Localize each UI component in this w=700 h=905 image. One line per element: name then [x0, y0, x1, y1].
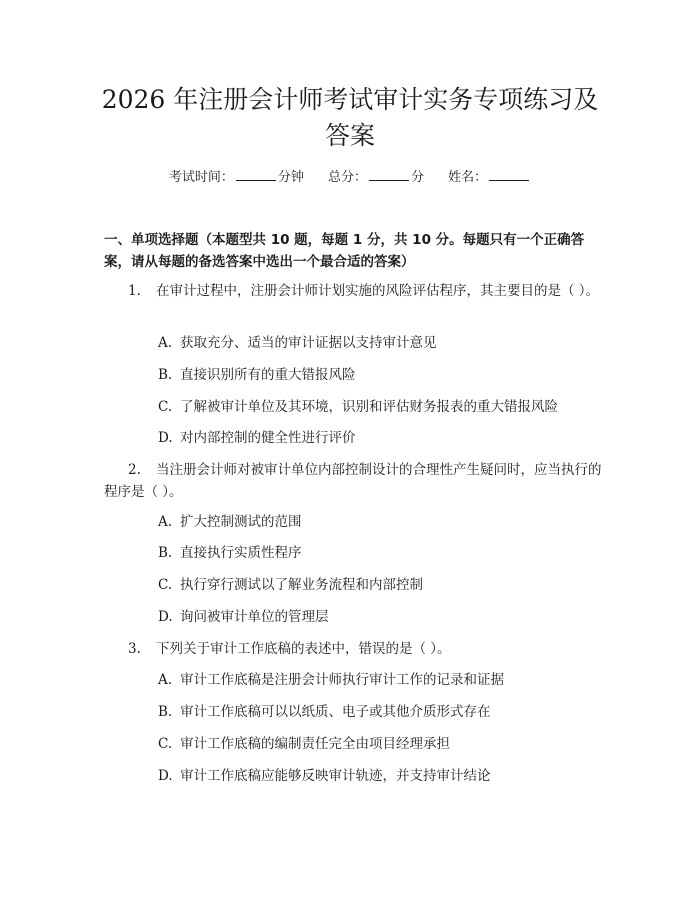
question-text: 当注册会计师对被审计单位内部控制设计的合理性产生疑问时，应当执行的程序是（ ）。 — [104, 462, 602, 500]
option-letter: A. — [158, 335, 173, 351]
option-text: 了解被审计单位及其环境，识别和评估财务报表的重大错报风险 — [180, 399, 558, 415]
total-score-unit: 分 — [411, 170, 425, 185]
option-2a — [158, 512, 608, 532]
document-title — [60, 82, 640, 154]
total-score-label: 总分： — [327, 170, 367, 185]
question-text: 下列关于审计工作底稿的表述中，错误的是（ ）。 — [156, 641, 451, 657]
student-name-blank — [489, 168, 529, 181]
option-2b — [158, 543, 608, 563]
question-number: 1. — [128, 283, 141, 299]
option-text: 审计工作底稿可以以纸质、电子或其他介质形式存在 — [180, 704, 491, 720]
total-score-blank — [369, 168, 409, 181]
question-number: 3. — [128, 641, 141, 657]
question-number: 2. — [128, 462, 141, 478]
option-3c — [158, 734, 608, 754]
option-letter: A. — [158, 514, 173, 530]
exam-time-label: 考试时间： — [168, 170, 234, 185]
exam-time-blank — [236, 168, 276, 181]
option-letter: C. — [158, 577, 173, 593]
option-letter: A. — [158, 672, 173, 688]
option-letter: C. — [158, 736, 173, 752]
option-text: 扩大控制测试的范围 — [180, 514, 302, 530]
student-name — [448, 168, 531, 188]
option-2d — [158, 607, 608, 627]
option-1a — [158, 333, 608, 353]
option-letter: D. — [158, 609, 173, 625]
title-line-2: 答案 — [324, 121, 375, 150]
option-text: 执行穿行测试以了解业务流程和内部控制 — [180, 577, 423, 593]
option-letter: B. — [158, 545, 173, 561]
option-1c — [158, 397, 608, 417]
option-letter: D. — [158, 768, 173, 784]
option-letter: B. — [158, 367, 173, 383]
option-letter: D. — [158, 430, 173, 446]
option-3d — [158, 766, 608, 786]
student-name-label: 姓名： — [448, 170, 488, 185]
option-text: 审计工作底稿的编制责任完全由项目经理承担 — [180, 736, 450, 752]
option-text: 对内部控制的健全性进行评价 — [180, 430, 356, 446]
exam-time-unit: 分钟 — [277, 170, 304, 185]
option-text: 审计工作底稿应能够反映审计轨迹，并支持审计结论 — [180, 768, 491, 784]
section-heading: 一、单项选择题（本题型共 10 题，每题 1 分，共 10 分。每题只有一个正确答案，请从每题的备选答案中选出一个最合适的答案） — [104, 232, 585, 270]
option-letter: B. — [158, 704, 173, 720]
option-1d — [158, 428, 608, 448]
question-2 — [104, 459, 604, 503]
option-text: 直接执行实质性程序 — [180, 545, 302, 561]
option-text: 审计工作底稿是注册会计师执行审计工作的记录和证据 — [180, 672, 504, 688]
exam-info-line — [0, 168, 700, 188]
option-text: 直接识别所有的重大错报风险 — [180, 367, 356, 383]
question-1 — [104, 280, 604, 302]
question-3 — [104, 638, 604, 660]
option-3a — [158, 670, 608, 690]
option-3b — [158, 702, 608, 722]
option-2c — [158, 575, 608, 595]
option-text: 获取充分、适当的审计证据以支持审计意见 — [180, 335, 437, 351]
option-text: 询问被审计单位的管理层 — [180, 609, 329, 625]
question-text: 在审计过程中，注册会计师计划实施的风险评估程序，其主要目的是（ ）。 — [156, 283, 600, 299]
exam-time — [169, 168, 304, 188]
title-line-1: 2026 年注册会计师考试审计实务专项练习及 — [101, 85, 599, 114]
option-letter: C. — [158, 399, 173, 415]
option-1b — [158, 365, 608, 385]
total-score — [328, 168, 424, 188]
